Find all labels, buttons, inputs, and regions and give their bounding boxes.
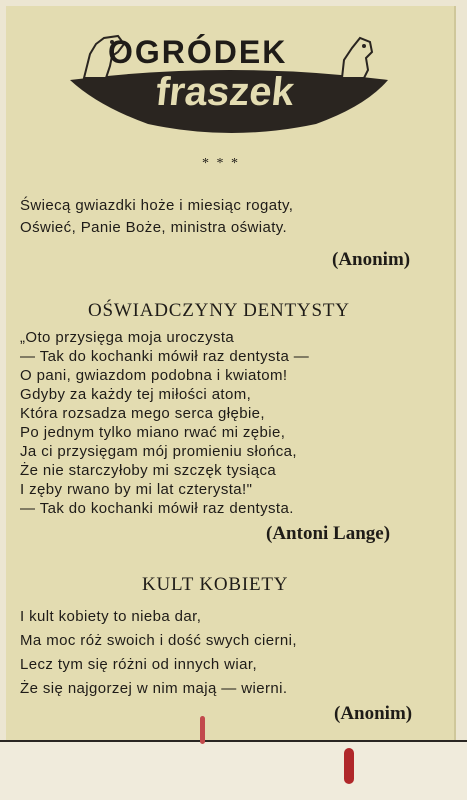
- dog-icon: [342, 38, 372, 78]
- poem-title: OŚWIADCZYNY DENTYSTY: [88, 300, 350, 321]
- bottom-margin: [0, 742, 467, 800]
- poem-line: Świecą gwiazdki hoże i miesiąc rogaty,: [20, 197, 294, 214]
- poem-line: Która rozsadza mego serca głębie,: [20, 405, 265, 422]
- red-stain-mark: [344, 748, 354, 784]
- poem-line: Po jednym tylko miano rwać mi zębie,: [20, 424, 286, 441]
- poem-line: Że nie starczyłoby mi szczęk tysiąca: [20, 462, 277, 479]
- poem-line: I zęby rwano by mi lat czterysta!": [20, 481, 253, 498]
- poem-title: KULT KOBIETY: [142, 574, 289, 595]
- poem-line: Lecz tym się różni od innych wiar,: [20, 656, 258, 673]
- logo-title-bottom: fraszek: [153, 70, 297, 114]
- ogrodek-fraszek-logo: [66, 22, 396, 144]
- red-stain-mark: [200, 716, 205, 744]
- poem-line: „Oto przysięga moja uroczysta: [20, 329, 235, 346]
- poem-line: Ma moc róż swoich i dość swych cierni,: [20, 632, 297, 649]
- poem-line: Że się najgorzej w nim mają — wierni.: [20, 680, 288, 697]
- poem-line: I kult kobiety to nieba dar,: [20, 608, 202, 625]
- poem-author: (Antoni Lange): [266, 523, 391, 544]
- poem-line: Ja ci przysięgam mój promieniu słońca,: [20, 443, 297, 460]
- poem-author: (Anonim): [334, 703, 413, 724]
- poem-author: (Anonim): [332, 249, 411, 270]
- poem-line: — Tak do kochanki mówił raz dentysta.: [20, 500, 294, 517]
- poem-line: Oświeć, Panie Boże, ministra oświaty.: [20, 219, 288, 236]
- section-separator: * * *: [202, 156, 240, 171]
- poem-line: Gdyby za każdy tej miłości atom,: [20, 386, 252, 403]
- poem-line: O pani, gwiazdom podobna i kwiatom!: [20, 367, 288, 384]
- logo-title-top: OGRÓDEK: [108, 34, 288, 70]
- poem-line: — Tak do kochanki mówił raz dentysta —: [20, 348, 310, 365]
